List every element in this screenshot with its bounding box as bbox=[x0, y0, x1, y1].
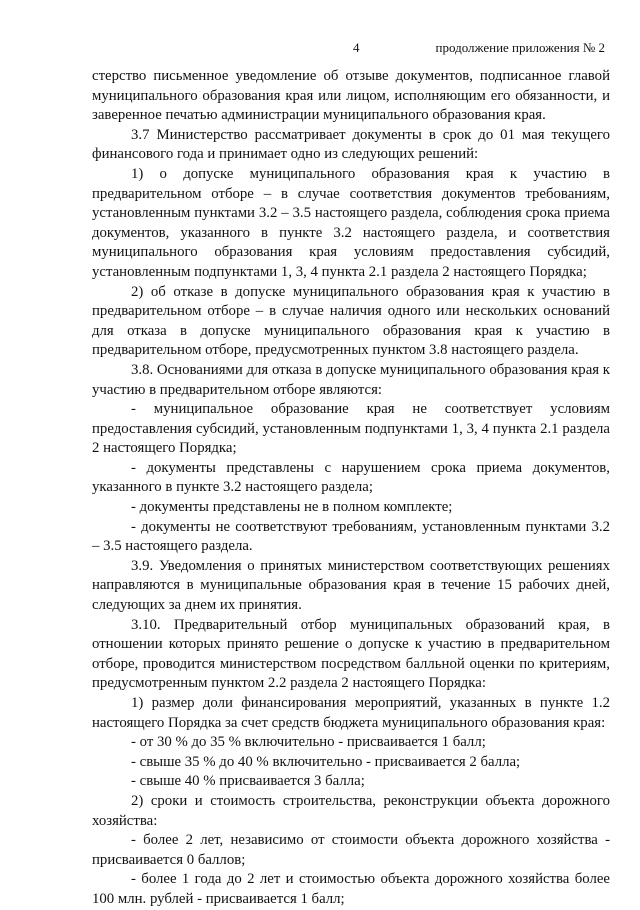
paragraph: 3.9. Уведомления о принятых министерством соответствующих решениях направляются в муниципальные образования края в течение 15 рабочих дней, следующих за днем их принятия. bbox=[92, 557, 610, 614]
paragraph: стерство письменное уведомление об отзыве документов, подписанное главой муниципального образования края или лицом, исполняющим его обязанности, и заверенное печатью администрации муниципального образования края. bbox=[92, 68, 610, 124]
list-item: - документы представлены не в полном комплекте; bbox=[131, 499, 453, 516]
paragraph: 1) размер доли финансирования мероприятий, указанных в пункте 1.2 настоящего Порядка за счет средств бюджета муниципального образования края: bbox=[92, 695, 610, 731]
page-number: 4 bbox=[353, 40, 360, 55]
paragraph: 3.10. Предварительный отбор муниципальных образований края, в отношении которых принято решение о допуске к участию в предварительном отборе, проводится министерством посредством балльной оценки по критериям, предусмотренным пунктом 2.2 раздела 2 настоящего Порядка: bbox=[92, 616, 610, 692]
continuation-label: продолжение приложения № 2 bbox=[435, 40, 605, 55]
page-header bbox=[0, 40, 640, 58]
paragraph: 2) об отказе в допуске муниципального образования края к участию в предварительном отборе – в случае наличия одного или нескольких оснований для отказа в допуске муниципального образования края к участию в предварительном отборе, предусмотренных пунктом 3.8 настоящего раздела. bbox=[92, 283, 610, 359]
list-item: - документы представлены с нарушением срока приема документов, указанного в пункте 3.2 настоящего раздела; bbox=[92, 459, 610, 496]
list-item: - документы не соответствуют требованиям, установленным пунктами 3.2 – 3.5 настоящего раздела. bbox=[92, 518, 610, 555]
list-item: - свыше 40 % присваивается 3 балла; bbox=[131, 773, 365, 790]
list-item: - свыше 35 % до 40 % включительно - присваивается 2 балла; bbox=[131, 753, 521, 770]
list-item: - муниципальное образование края не соответствует условиям предоставления субсидий, установленным подпунктами 1, 3, 4 пункта 2.1 раздела 2 настоящего Порядка; bbox=[92, 401, 610, 457]
paragraph: 2) сроки и стоимость строительства, реконструкции объекта дорожного хозяйства: bbox=[92, 792, 610, 829]
paragraph: 3.8. Основаниями для отказа в допуске муниципального образования края к участию в предварительном отборе являются: bbox=[92, 361, 610, 398]
list-item: - от 30 % до 35 % включительно - присваивается 1 балл; bbox=[131, 734, 486, 751]
paragraph: 3.7 Министерство рассматривает документы в срок до 01 мая текущего финансового года и принимает одно из следующих решений: bbox=[92, 126, 610, 163]
list-item: - более 2 лет, независимо от стоимости объекта дорожного хозяйства - присваивается 0 баллов; bbox=[92, 832, 610, 868]
list-item: - более 1 года до 2 лет и стоимостью объекта дорожного хозяйства более 100 млн. рублей - присваивается 1 балл; bbox=[92, 871, 610, 907]
paragraph: 1) о допуске муниципального образования края к участию в предварительном отборе – в случае соответствия документов требованиям, установленным пунктами 3.2 – 3.5 настоящего раздела, соблюдения срока приема документов, указанного в пункте 3.2 настоящего раздела, и соответствия муниципального образования края условиям предоставления субсидий, установленным подпунктами 1, 3, 4 пункта 2.1 раздела 2 настоящего Порядка; bbox=[92, 165, 610, 280]
document-body bbox=[92, 67, 610, 910]
